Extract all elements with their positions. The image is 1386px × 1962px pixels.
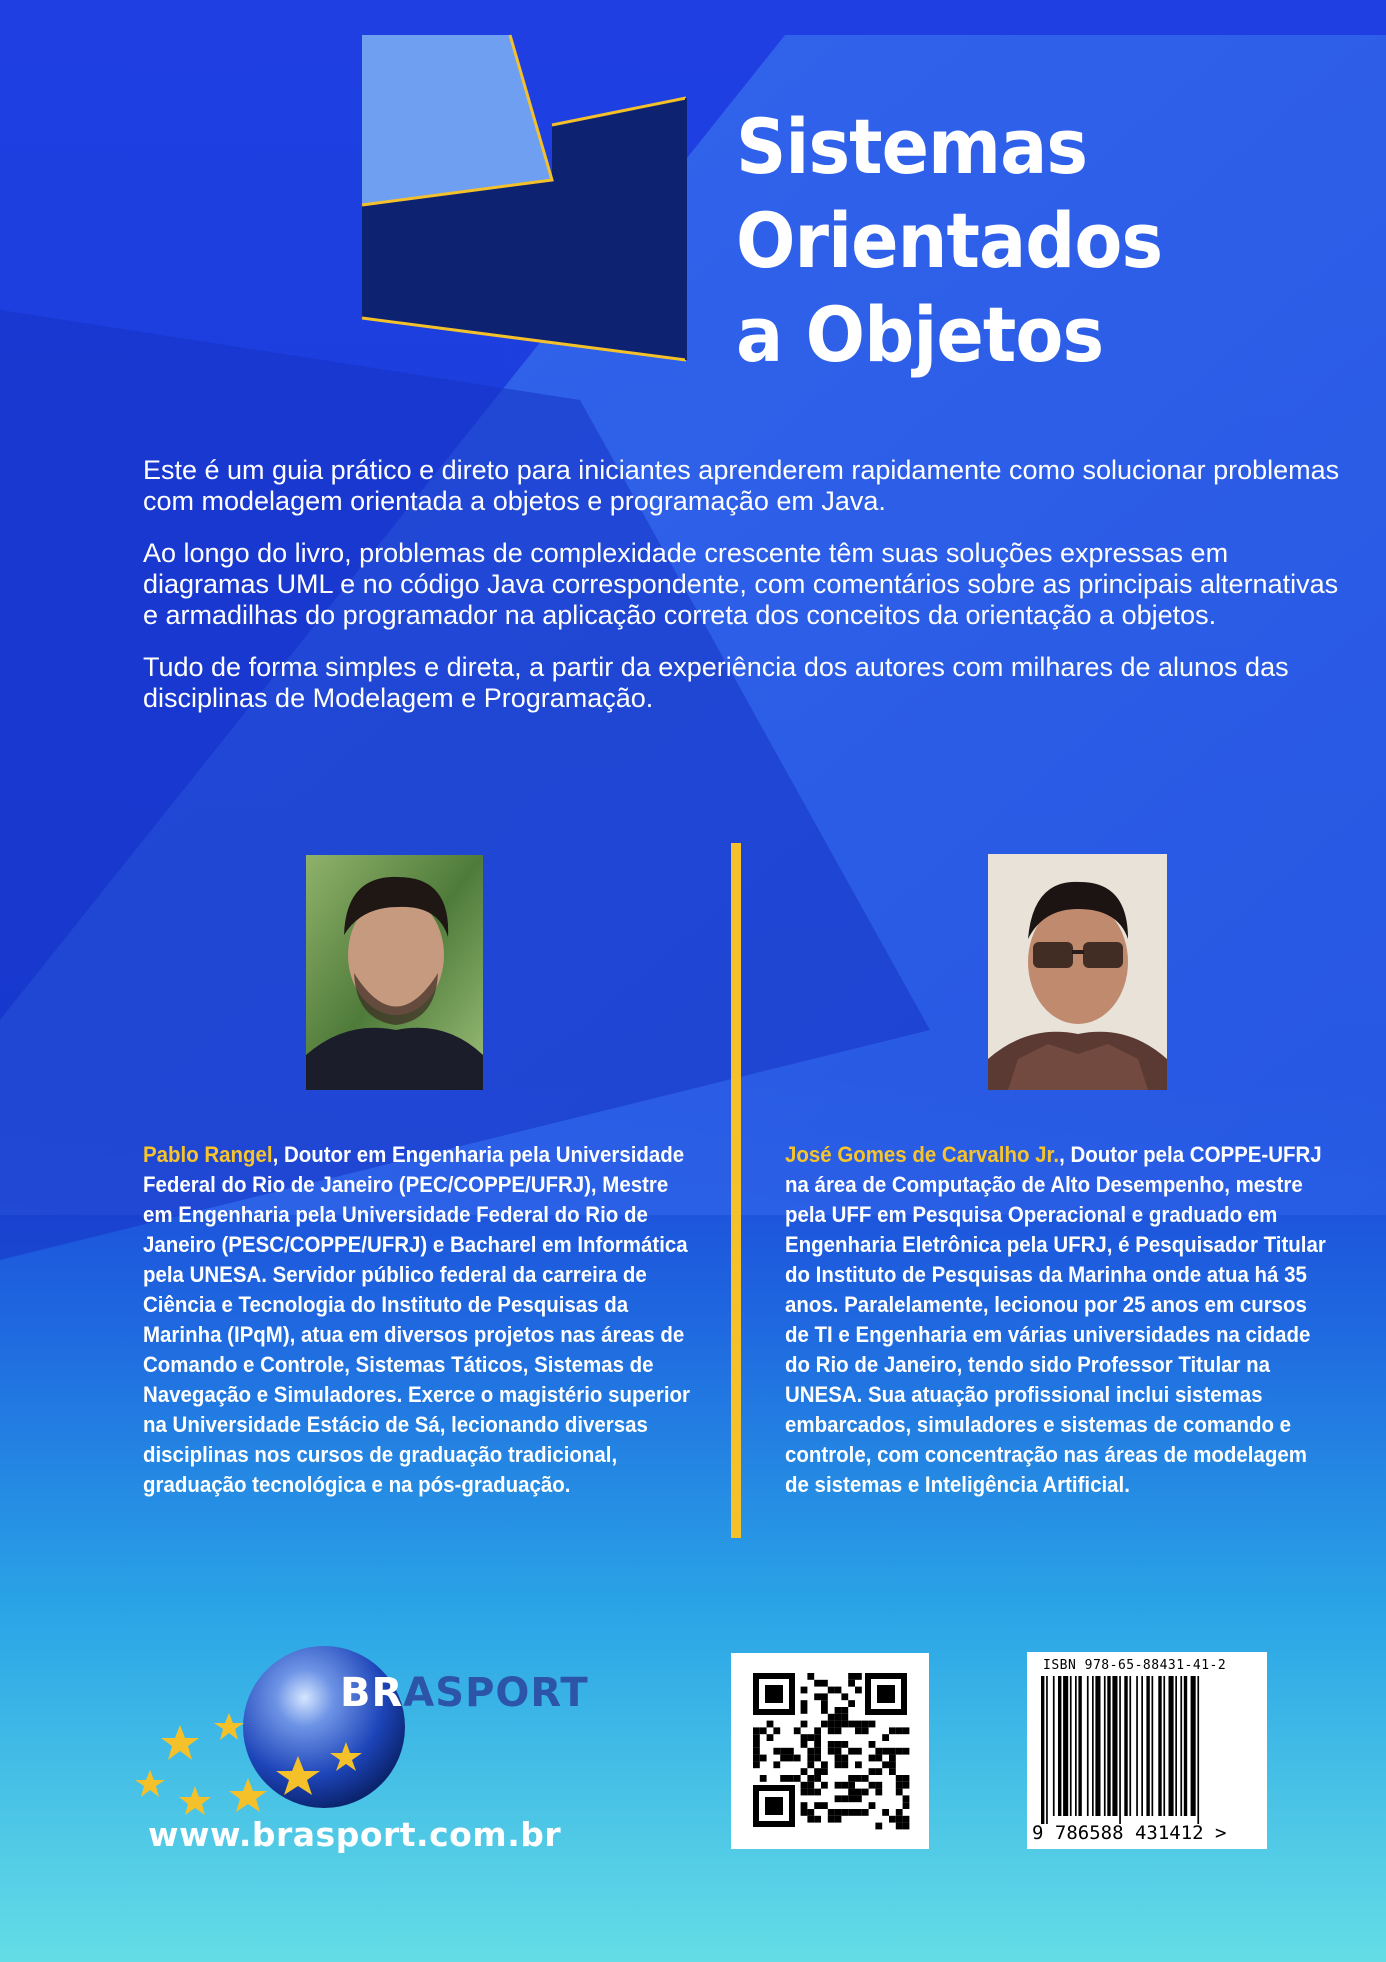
isbn-digits: 9 786588 431412 > [1032,1822,1227,1844]
author-photo-jose-gomes [988,854,1167,1090]
publisher-url[interactable]: www.brasport.com.br [148,1815,562,1854]
title-line-3: a Objetos [736,290,1104,379]
title-line-2: Orientados [736,196,1163,285]
barcode-icon [1041,1676,1256,1824]
qr-code-icon [731,1653,929,1849]
title-line-1: Sistemas [736,102,1088,191]
book-description [143,455,1343,735]
author-bio-jose-gomes [785,1140,1329,1500]
logo-text-part1: BR [340,1670,404,1716]
isbn-label: ISBN 978-65-88431-41-2 [1043,1658,1227,1673]
author-name: Pablo Rangel [143,1142,273,1167]
description-paragraph: Este é um guia prático e direto para iniciantes aprenderem rapidamente como solucionar problemas com modelagem orientada a objetos e programação em Java. [143,455,1340,516]
description-paragraph: Tudo de forma simples e direta, a partir da experiência dos autores com milhares de alunos das disciplinas de Modelagem e Programação. [143,652,1289,713]
author-name: José Gomes de Carvalho Jr. [785,1142,1060,1167]
book-title [736,100,1162,382]
column-divider [731,843,741,1538]
description-paragraph: Ao longo do livro, problemas de complexidade crescente têm suas soluções expressas em diagramas UML e no código Java correspondente, com comentários sobre as principais alternativas e armadilhas do programador na aplicação correta dos conceitos da orientação a objetos. [143,538,1339,630]
author-bio-pablo-rangel [143,1140,701,1500]
isbn-barcode [1027,1652,1267,1849]
author-photo-pablo-rangel [306,855,483,1090]
author-bio-text: , Doutor pela COPPE-UFRJ na área de Computação de Alto Desempenho, mestre pela UFF em Pesquisa Operacional e graduado em Engenharia Eletrônica pela UFRJ, é Pesquisador Titular do Instituto de Pesquisas da Marinha onde atua há 35 anos. Paralelamente, lecionou por 25 anos em cursos de TI e Engenharia em várias universidades na cidade do Rio de Janeiro, tendo sido Professor Titular na UNESA. Sua atuação profissional inclui sistemas embarcados, simuladores e sistemas de comando e controle, com concentração nas áreas de modelagem de sistemas e Inteligência Artificial. [785,1142,1326,1497]
logo-text-part2: ASPORT [403,1670,589,1716]
author-bio-text: , Doutor em Engenharia pela Universidade Federal do Rio de Janeiro (PEC/COPPE/UFRJ), Mestre em Engenharia pela Universidade Federal do Rio de Janeiro (PESC/COPPE/UFRJ) e Bacharel em Informática pela UNESA. Servidor público federal da carreira de Ciência e Tecnologia do Instituto de Pesquisas da Marinha (IPqM), atua em diversos projetos nas áreas de Comando e Controle, Sistemas Táticos, Sistemas de Navegação e Simuladores. Exerce o magistério superior na Universidade Estácio de Sá, lecionando diversas disciplinas nos cursos de graduação tradicional, graduação tecnológica e na pós-graduação. [143,1142,690,1497]
publisher-logo [340,1670,589,1716]
